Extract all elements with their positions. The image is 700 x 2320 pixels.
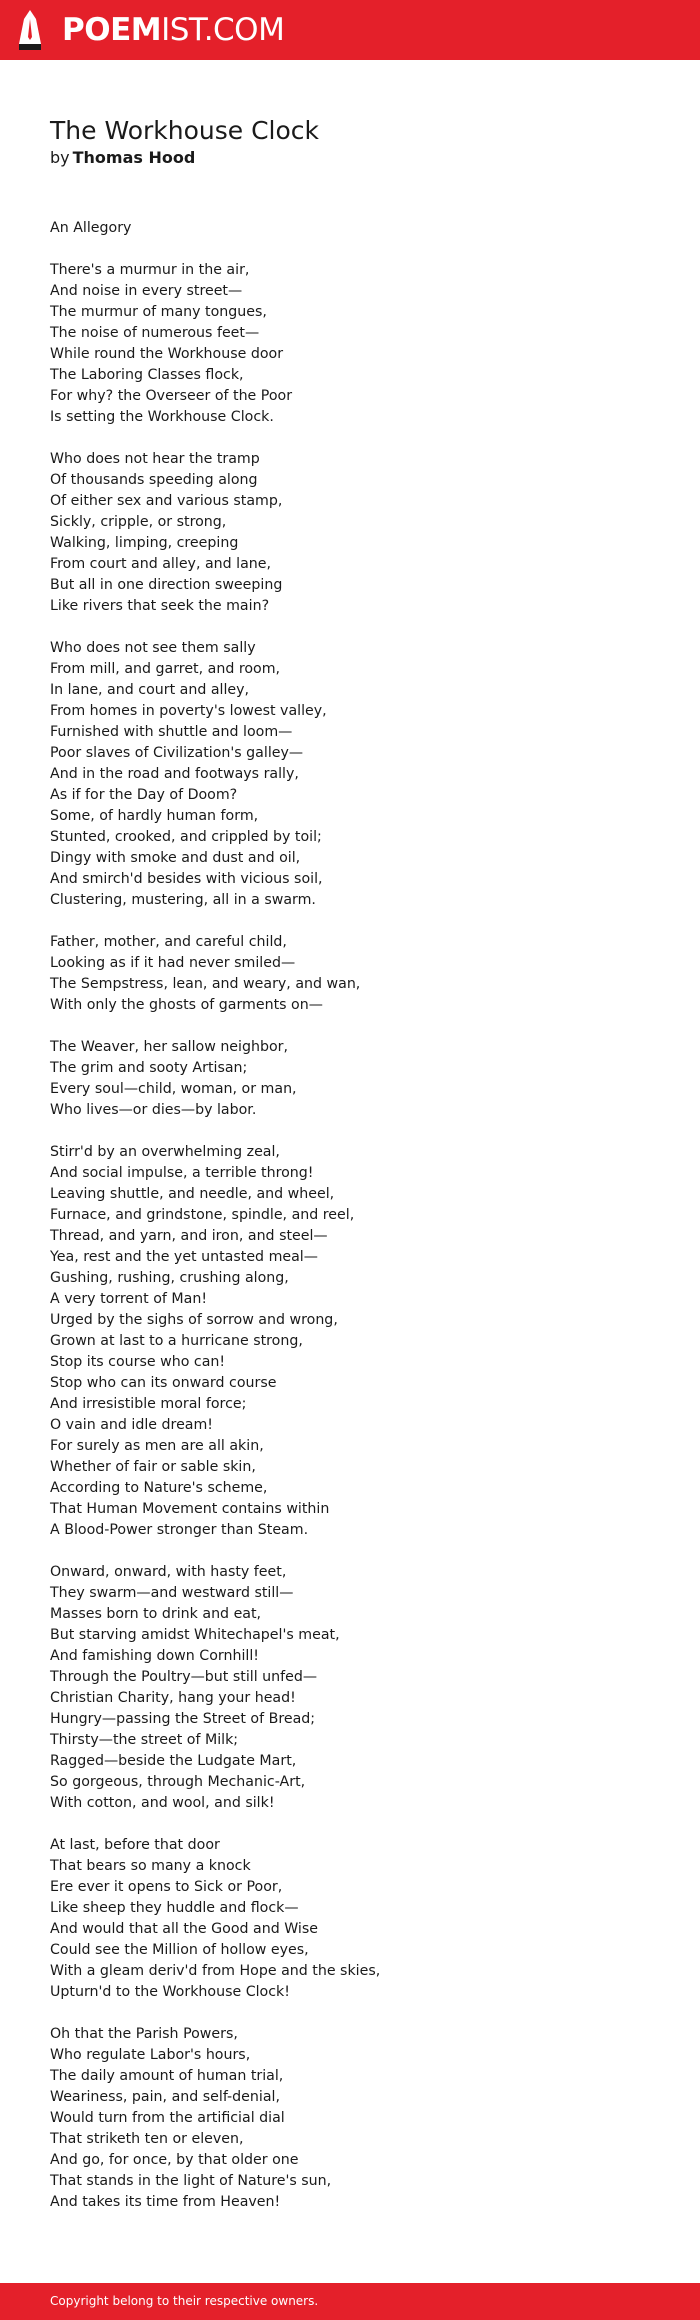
poem-line: The Sempstress, lean, and weary, and wan, [50,976,361,992]
poem-line: And smirch'd besides with vicious soil, [50,871,323,887]
poem-line: An Allegory [50,220,132,236]
poem-line: Would turn from the artificial dial [50,2110,285,2126]
poem-stanza [50,260,650,428]
poem-line: At last, before that door [50,1837,220,1853]
poem-line: Hungry—passing the Street of Bread; [50,1711,316,1727]
poem-line: According to Nature's scheme, [50,1480,268,1496]
poem-line: That stands in the light of Nature's sun, [50,2173,332,2189]
poem-line: While round the Workhouse door [50,346,284,362]
poem-line: Onward, onward, with hasty feet, [50,1564,287,1580]
poem-line: Ere ever it opens to Sick or Poor, [50,1879,283,1895]
poem-line: Who does not hear the tramp [50,451,260,467]
poem-line: Upturn'd to the Workhouse Clock! [50,1984,290,2000]
poem-stanza [50,1835,650,2003]
poem-stanza [50,1562,650,1814]
poem-line: They swarm—and westward still— [50,1585,294,1601]
poem-line: Urged by the sighs of sorrow and wrong, [50,1312,338,1328]
poem-line: That bears so many a knock [50,1858,251,1874]
poem-line: Who lives—or dies—by labor. [50,1102,257,1118]
pen-nib-icon [18,10,42,50]
poem-stanza [50,218,650,239]
poem-line: Who does not see them sally [50,640,256,656]
poem-line: With only the ghosts of garments on— [50,997,323,1013]
poem-title: The Workhouse Clock [50,116,320,145]
poem-stanza [50,932,650,1016]
site-logo[interactable] [18,10,284,50]
poem-body [50,218,650,2234]
poem-line: O vain and idle dream! [50,1417,213,1433]
poem-line: Like rivers that seek the main? [50,598,270,614]
poem-stanza [50,1142,650,1541]
byline [50,146,195,170]
poem-line: Of either sex and various stamp, [50,493,283,509]
poem-line: That Human Movement contains within [50,1501,330,1517]
poem-line: Is setting the Workhouse Clock. [50,409,274,425]
poem-line: Who regulate Labor's hours, [50,2047,251,2063]
poem-line: And social impulse, a terrible throng! [50,1165,314,1181]
poem-line: For surely as men are all akin, [50,1438,264,1454]
poem-line: The murmur of many tongues, [50,304,267,320]
poem-line: Some, of hardly human form, [50,808,259,824]
poem-line: Every soul—child, woman, or man, [50,1081,297,1097]
logo-bold-text: POEM [62,12,162,48]
poem-stanza [50,449,650,617]
poem-stanza [50,1037,650,1121]
poem-line: Stop who can its onward course [50,1375,277,1391]
poem-line: And famishing down Cornhill! [50,1648,259,1664]
poem-line: Furnished with shuttle and loom— [50,724,293,740]
poem-line: Furnace, and grindstone, spindle, and reel, [50,1207,355,1223]
poem-line: In lane, and court and alley, [50,682,250,698]
site-header [0,0,700,60]
poem-line: Poor slaves of Civilization's galley— [50,745,304,761]
poem-line: A very torrent of Man! [50,1291,208,1307]
poem-line: The noise of numerous feet— [50,325,260,341]
poem-line: Dingy with smoke and dust and oil, [50,850,301,866]
poem-stanza [50,638,650,911]
poem-line: For why? the Overseer of the Poor [50,388,293,404]
poem-line: Father, mother, and careful child, [50,934,287,950]
poem-line: Leaving shuttle, and needle, and wheel, [50,1186,335,1202]
poem-line: That striketh ten or eleven, [50,2131,244,2147]
poem-line: So gorgeous, through Mechanic-Art, [50,1774,306,1790]
logo-light-text: IST.COM [161,12,285,48]
author-name[interactable]: Thomas Hood [72,148,196,167]
poem-line: But starving amidst Whitechapel's meat, [50,1627,340,1643]
poem-line: As if for the Day of Doom? [50,787,238,803]
poem-line: Through the Poultry—but still unfed— [50,1669,318,1685]
poem-line: But all in one direction sweeping [50,577,283,593]
logo-wordmark [62,10,284,50]
poem-line: Walking, limping, creeping [50,535,239,551]
poem-line: And go, for once, by that older one [50,2152,299,2168]
poem-line: Thread, and yarn, and iron, and steel— [50,1228,328,1244]
poem-line: With cotton, and wool, and silk! [50,1795,275,1811]
poem-line: Stunted, crooked, and crippled by toil; [50,829,322,845]
copyright-text: Copyright belong to their respective owners. [50,2294,319,2308]
poem-line: From homes in poverty's lowest valley, [50,703,327,719]
poem-line: And noise in every street— [50,283,243,299]
poem-line: A Blood-Power stronger than Steam. [50,1522,309,1538]
poem-line: Clustering, mustering, all in a swarm. [50,892,316,908]
poem-line: Gushing, rushing, crushing along, [50,1270,289,1286]
poem-line: The grim and sooty Artisan; [50,1060,248,1076]
poem-line: And takes its time from Heaven! [50,2194,281,2210]
poem-line: Weariness, pain, and self-denial, [50,2089,280,2105]
poem-line: Masses born to drink and eat, [50,1606,262,1622]
poem-line: The Laboring Classes flock, [50,367,244,383]
poem-line: The daily amount of human trial, [50,2068,284,2084]
poem-line: Yea, rest and the yet untasted meal— [50,1249,318,1265]
poem-line: Grown at last to a hurricane strong, [50,1333,303,1349]
poem-line: Of thousands speeding along [50,472,258,488]
poem-line: Whether of fair or sable skin, [50,1459,256,1475]
poem-line: Oh that the Parish Powers, [50,2026,238,2042]
poem-line: Christian Charity, hang your head! [50,1690,296,1706]
poem-line: Stop its course who can! [50,1354,226,1370]
poem-line: From court and alley, and lane, [50,556,272,572]
poem-line: Looking as if it had never smiled— [50,955,296,971]
poem-line: Like sheep they huddle and flock— [50,1900,299,1916]
poem-line: Stirr'd by an overwhelming zeal, [50,1144,280,1160]
poem-line: There's a murmur in the air, [50,262,250,278]
poem-line: From mill, and garret, and room, [50,661,281,677]
by-label: by [50,148,70,167]
poem-line: The Weaver, her sallow neighbor, [50,1039,289,1055]
poem-line: And would that all the Good and Wise [50,1921,318,1937]
poem-stanza [50,2024,650,2213]
poem-line: Could see the Million of hollow eyes, [50,1942,309,1958]
poem-line: With a gleam deriv'd from Hope and the skies, [50,1963,381,1979]
poem-line: Ragged—beside the Ludgate Mart, [50,1753,297,1769]
site-footer [0,2283,700,2320]
poem-line: And irresistible moral force; [50,1396,247,1412]
poem-line: Thirsty—the street of Milk; [50,1732,239,1748]
poem-line: Sickly, cripple, or strong, [50,514,227,530]
poem-line: And in the road and footways rally, [50,766,299,782]
